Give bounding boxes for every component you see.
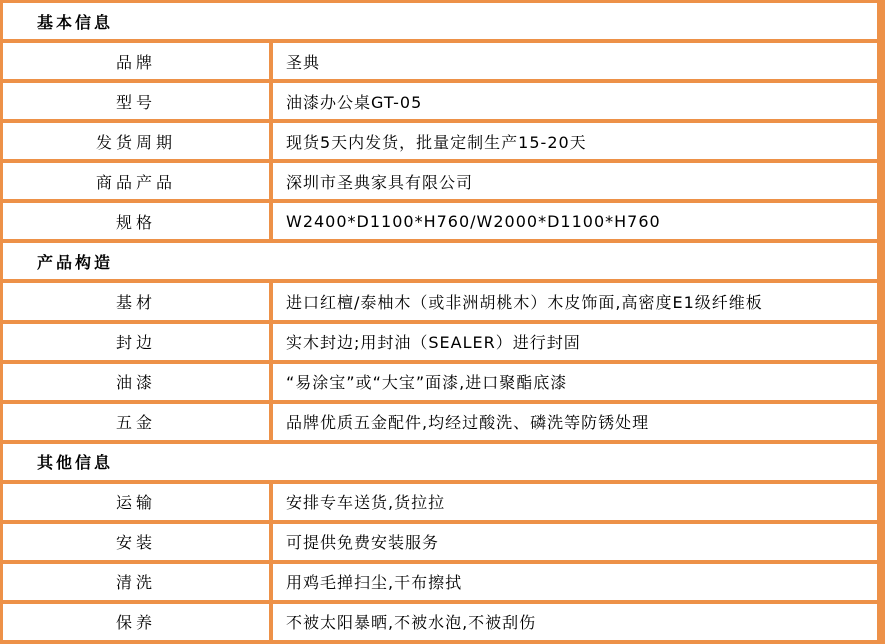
section-header-other-info: 其他信息 (3, 444, 877, 480)
spec-label-cell: 封边 (3, 324, 269, 360)
spec-label-cell: 五金 (3, 404, 269, 440)
spec-value-cell: 安排专车送货,货拉拉 (273, 484, 877, 520)
spec-value-cell: 实木封边;用封油（SEALER）进行封固 (273, 324, 877, 360)
spec-label-cell: 清洗 (3, 564, 269, 600)
spec-label-cell: 运输 (3, 484, 269, 520)
spec-label-cell: 规格 (3, 203, 269, 239)
spec-value-cell: 用鸡毛掸扫尘,干布擦拭 (273, 564, 877, 600)
section-header-product-construction: 产品构造 (3, 243, 877, 279)
spec-label-cell: 保养 (3, 604, 269, 640)
spec-label-cell: 型号 (3, 83, 269, 119)
spec-value-cell: W2400*D1100*H760/W2000*D1100*H760 (273, 203, 877, 239)
spec-label-cell: 发货周期 (3, 123, 269, 159)
spec-value-cell: 不被太阳暴晒,不被水泡,不被刮伤 (273, 604, 877, 640)
spec-value-cell: 油漆办公桌GT-05 (273, 83, 877, 119)
spec-label-cell: 基材 (3, 283, 269, 319)
spec-label-cell: 安装 (3, 524, 269, 560)
spec-value-cell: 品牌优质五金配件,均经过酸洗、磷洗等防锈处理 (273, 404, 877, 440)
spec-label-cell: 油漆 (3, 364, 269, 400)
section-header-basic-info: 基本信息 (3, 3, 877, 39)
spec-value-cell: 进口红檀/泰柚木（或非洲胡桃木）木皮饰面,高密度E1级纤维板 (273, 283, 877, 319)
spec-value-cell: 圣典 (273, 43, 877, 79)
spec-value-cell: 可提供免费安装服务 (273, 524, 877, 560)
spec-label-cell: 品牌 (3, 43, 269, 79)
spec-value-cell: 现货5天内发货，批量定制生产15-20天 (273, 123, 877, 159)
spec-value-cell: “易涂宝”或“大宝”面漆,进口聚酯底漆 (273, 364, 877, 400)
spec-value-cell: 深圳市圣典家具有限公司 (273, 163, 877, 199)
spec-label-cell: 商品产品 (3, 163, 269, 199)
